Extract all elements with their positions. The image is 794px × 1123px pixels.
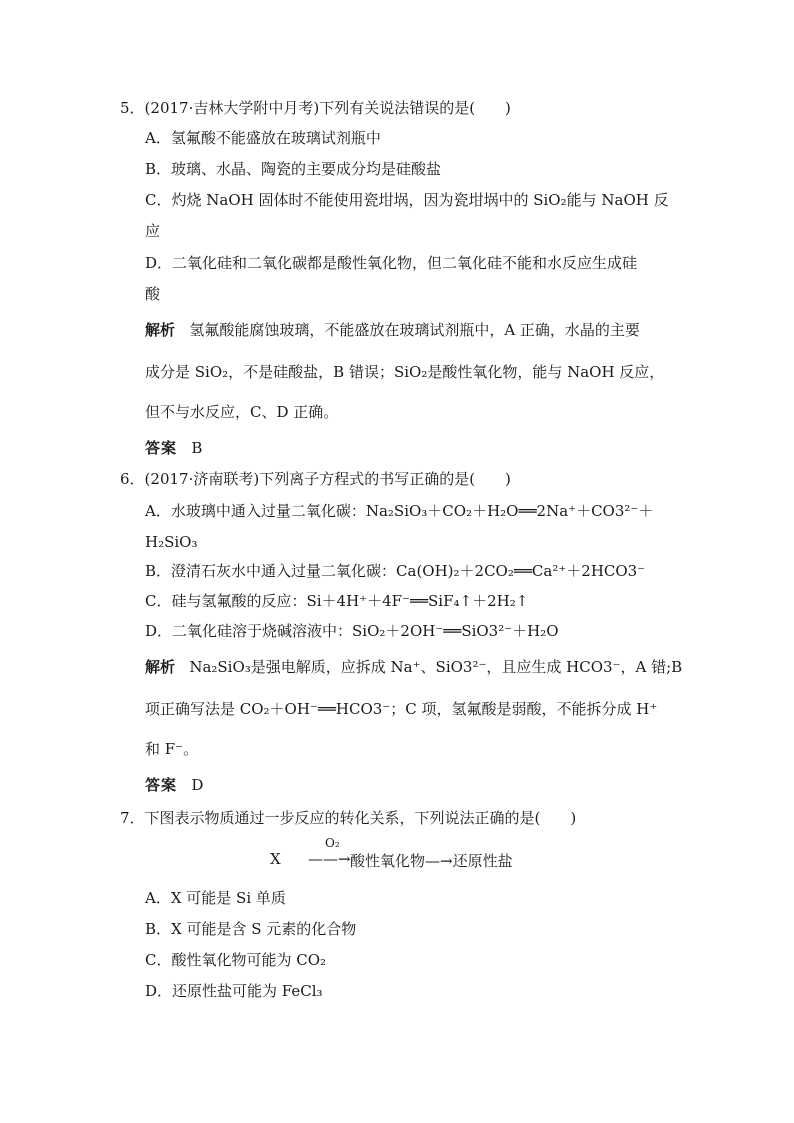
q6-option-d: D．二氧化硅溶于烧碱溶液中：SiO₂＋2OH⁻══SiO3²⁻＋H₂O [145,622,559,640]
q5-option-b: B．玻璃、水晶、陶瓷的主要成分均是硅酸盐 [145,160,442,178]
q7-option-c: C．酸性氧化物可能为 CO₂ [145,951,327,969]
q6-explanation-label: 解析 [145,658,176,676]
q5-option-c-line1: C．灼烧 NaOH 固体时不能使用瓷坩埚，因为瓷坩埚中的 SiO₂能与 NaOH 反 [145,191,669,209]
q5-option-c-line2: 应 [145,222,161,240]
q5-explanation-line3: 但不与水反应，C、D 正确。 [145,403,339,421]
q5-option-d-line2: 酸 [145,285,161,303]
q5-option-a: A．氢氟酸不能盛放在玻璃试剂瓶中 [145,129,381,147]
q6-explanation-line3: 和 F⁻。 [145,740,199,758]
q5-explanation-line2: 成分是 SiO₂，不是硅酸盐，B 错误；SiO₂是酸性氧化物，能与 NaOH 反应， [145,363,665,381]
q6-answer-value: D [191,776,204,794]
q6-answer [145,775,203,795]
diagram-rest: 酸性氧化物—→还原性盐 [350,852,513,870]
q7-option-a: A．X 可能是 Si 单质 [145,889,286,907]
diagram-o2-label: O₂ [325,836,340,850]
q5-option-d-line1: D．二氧化硅和二氧化碳都是酸性氧化物，但二氧化硅不能和水反应生成硅 [145,254,638,272]
q6-answer-label: 答案 [145,776,178,794]
q5-explanation-line1 [145,320,640,340]
q6-option-b: B．澄清石灰水中通入过量二氧化碳：Ca(OH)₂＋2CO₂══Ca²⁺＋2HCO3⁻ [145,562,646,580]
q6-explanation-line2: 项正确写法是 CO₂＋OH⁻══HCO3⁻；C 项，氢氟酸是弱酸，不能拆分成 H⁺ [145,700,658,718]
q7-stem: 7．下图表示物质通过一步反应的转化关系，下列说法正确的是( ) [120,809,577,827]
q5-explanation-label: 解析 [145,321,176,339]
q5-answer [145,438,202,458]
q6-option-a-line1: A．水玻璃中通入过量二氧化碳：Na₂SiO₃＋CO₂＋H₂O══2Na⁺＋CO3²⁻＋ [145,502,654,520]
q5-stem: 5．(2017·吉林大学附中月考)下列有关说法错误的是( ) [120,99,511,117]
diagram-x-label: X [270,850,281,868]
q6-option-a-line2: H₂SiO₃ [145,533,198,551]
q6-explanation-text1: Na₂SiO₃是强电解质，应拆成 Na⁺、SiO3²⁻，且应生成 HCO3⁻，A 错;B [189,658,683,676]
q5-explanation-text1: 氢氟酸能腐蚀玻璃，不能盛放在玻璃试剂瓶中，A 正确，水晶的主要 [189,321,640,339]
q7-option-d: D．还原性盐可能为 FeCl₃ [145,982,323,1000]
q5-answer-value: B [191,439,203,457]
q6-option-c: C．硅与氢氟酸的反应：Si＋4H⁺＋4F⁻══SiF₄↑＋2H₂↑ [145,592,529,610]
q5-answer-label: 答案 [145,439,178,457]
q7-option-b: B．X 可能是含 S 元素的化合物 [145,920,357,938]
q6-stem: 6．(2017·济南联考)下列离子方程式的书写正确的是( ) [120,470,511,488]
q6-explanation-line1 [145,657,682,677]
diagram-arrow-icon: ——→ [308,850,351,868]
